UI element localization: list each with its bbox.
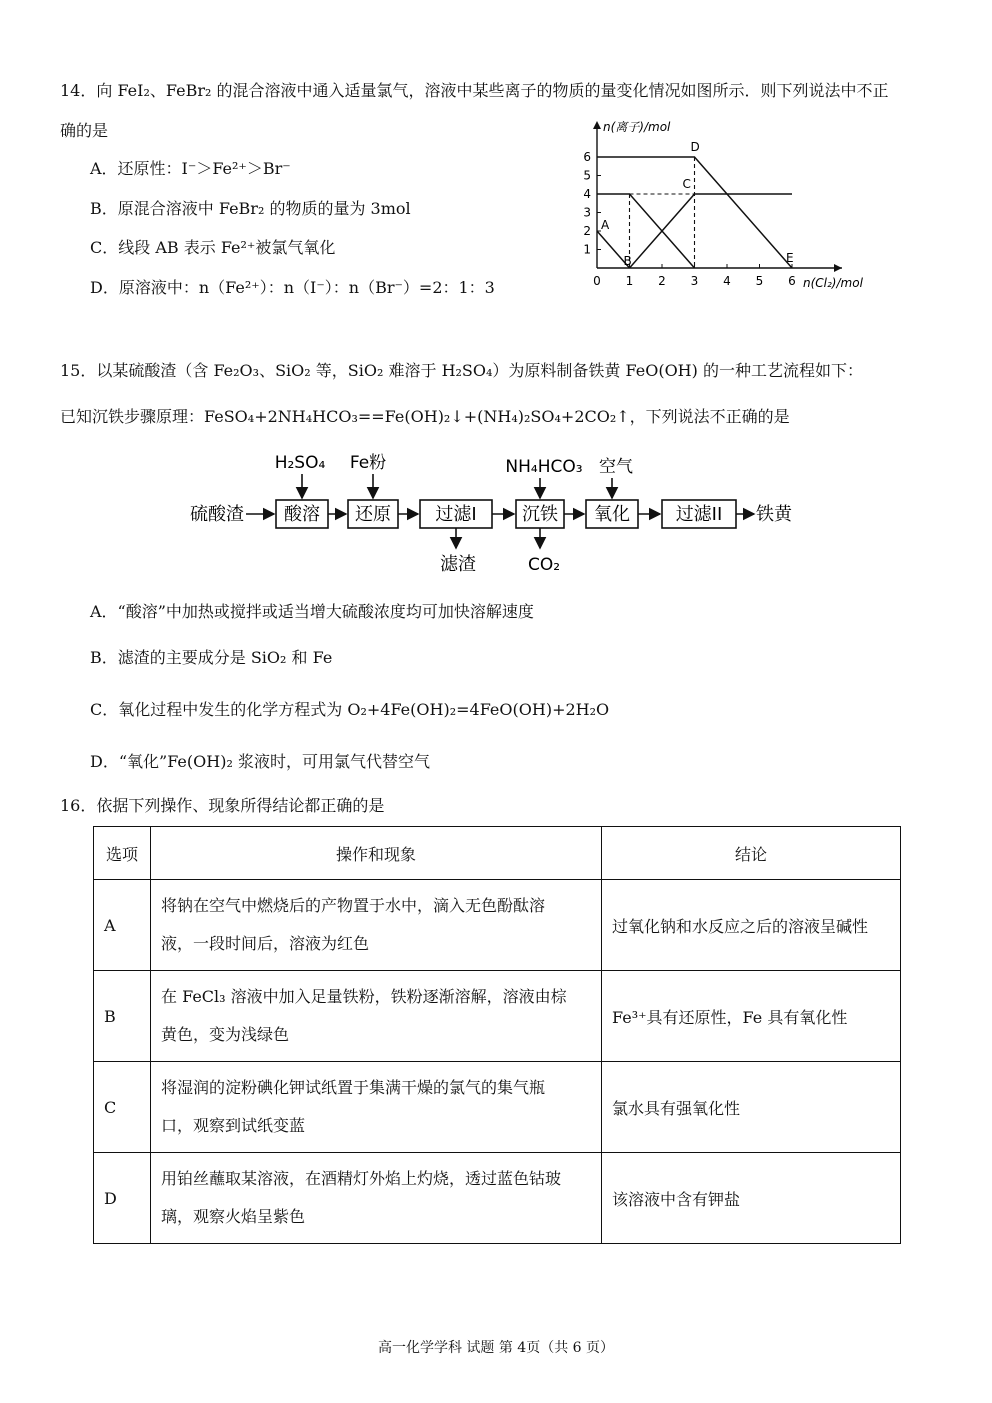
- q14-option-d: D．原溶液中：n（Fe²⁺）：n（I⁻）：n（Br⁻）=2：1：3: [90, 278, 495, 297]
- header-option: 选项: [94, 827, 151, 880]
- y-tick-label: 1: [583, 242, 591, 257]
- row-conclusion: 过氧化钠和水反应之后的溶液呈碱性: [602, 880, 901, 971]
- flow-end: 铁黄: [756, 504, 792, 525]
- flow-start: 硫酸渣: [190, 504, 244, 525]
- chart-xlabel: n(Cl₂)/mol: [803, 276, 863, 290]
- table-row: [94, 971, 901, 1062]
- flow-input-air: 空气: [599, 457, 633, 477]
- point-label: D: [690, 140, 700, 154]
- row-option: B: [94, 971, 151, 1062]
- row-conclusion: Fe³⁺具有还原性，Fe 具有氧化性: [602, 971, 901, 1062]
- q16-table: [93, 826, 901, 1244]
- flow-step-4-label: 沉铁: [522, 504, 558, 525]
- flow-input-nh4hco3: NH₄HCO₃: [505, 457, 583, 477]
- ion-amount-chart: [575, 115, 875, 300]
- row-option: D: [94, 1153, 151, 1244]
- x-tick-label: 1: [625, 274, 634, 288]
- q15-option-c: C．氧化过程中发生的化学方程式为 O₂+4Fe(OH)₂=4FeO(OH)+2H₂O: [90, 700, 610, 719]
- q15-stem-line2: 已知沉铁步骤原理：FeSO₄+2NH₄HCO₃==Fe(OH)₂↓+(NH₄)₂SO₄+2CO₂↑，下列说法不正确的是: [60, 407, 790, 426]
- row-operation: 将钠在空气中燃烧后的产物置于水中，滴入无色酚酞溶 液，一段时间后，溶液为红色: [151, 880, 602, 971]
- flow-step-5-label: 氧化: [594, 504, 630, 525]
- flow-input-h2so4: H₂SO₄: [274, 453, 326, 473]
- point-label: A: [601, 218, 610, 232]
- flow-input-fe-powder: Fe粉: [349, 453, 387, 473]
- q15-option-a: A．“酸溶”中加热或搅拌或适当增大硫酸浓度均可加快溶解速度: [90, 602, 534, 621]
- chart-guides: [630, 157, 695, 268]
- process-flow-diagram: [180, 448, 820, 583]
- q14-stem-line1: 14．向 FeI₂、FeBr₂ 的混合溶液中通入适量氯气，溶液中某些离子的物质的量变化情况如图所示．则下列说法中不正: [60, 81, 889, 100]
- q15-option-d: D．“氧化”Fe(OH)₂ 浆液时，可用氯气代替空气: [90, 752, 430, 771]
- x-axis-arrow: [834, 264, 842, 272]
- row-conclusion: 该溶液中含有钾盐: [602, 1153, 901, 1244]
- q15-option-b: B．滤渣的主要成分是 SiO₂ 和 Fe: [90, 648, 333, 667]
- y-tick-label: 3: [583, 205, 591, 220]
- x-tick-label: 0: [593, 274, 601, 288]
- y-tick-label: 5: [583, 168, 591, 183]
- y-tick-label: 6: [583, 150, 591, 164]
- table-row: [94, 1062, 901, 1153]
- row-option: C: [94, 1062, 151, 1153]
- row-operation: 在 FeCl₃ 溶液中加入足量铁粉，铁粉逐渐溶解，溶液由棕 黄色，变为浅绿色: [151, 971, 602, 1062]
- table-header-row: [94, 827, 901, 880]
- x-tick-label: 5: [755, 274, 764, 288]
- flow-step-6-label: 过滤II: [675, 504, 723, 525]
- row-operation: 用铂丝蘸取某溶液，在酒精灯外焰上灼烧，透过蓝色钴玻 璃，观察火焰呈紫色: [151, 1153, 602, 1244]
- y-axis-arrow: [593, 121, 601, 129]
- x-tick-label: 4: [723, 274, 731, 288]
- row-conclusion: 氯水具有强氧化性: [602, 1062, 901, 1153]
- page-footer: 高一化学学科 试题 第 4页（共 6 页）: [377, 1340, 615, 1356]
- flow-output-co2: CO₂: [527, 555, 561, 575]
- flow-step-3-label: 过滤I: [435, 504, 477, 525]
- row-operation: 将湿润的淀粉碘化钾试纸置于集满干燥的氯气的集气瓶 口，观察到试纸变蓝: [151, 1062, 602, 1153]
- chart-ticks: [583, 150, 795, 288]
- table-row: [94, 880, 901, 971]
- series-line: [597, 194, 695, 268]
- x-tick-label: 3: [690, 274, 699, 288]
- q14-option-a: A．还原性：I⁻＞Fe²⁺＞Br⁻: [90, 159, 291, 178]
- point-label: E: [786, 251, 794, 265]
- flow-step-1-label: 酸溶: [284, 504, 320, 525]
- y-tick-label: 2: [583, 224, 591, 238]
- row-option: A: [94, 880, 151, 971]
- y-tick-label: 4: [583, 187, 591, 201]
- q16-stem: 16．依据下列操作、现象所得结论都正确的是: [60, 796, 385, 815]
- x-tick-label: 2: [658, 274, 666, 288]
- flow-step-2-label: 还原: [355, 504, 391, 525]
- series-line: [630, 194, 793, 268]
- chart-axes: [593, 121, 842, 272]
- point-label: C: [682, 177, 691, 191]
- header-operation: 操作和现象: [151, 827, 602, 880]
- q14-option-c: C．线段 AB 表示 Fe²⁺被氯气氧化: [90, 238, 336, 257]
- point-label: B: [623, 254, 632, 268]
- q15-stem-line1: 15．以某硫酸渣（含 Fe₂O₃、SiO₂ 等，SiO₂ 难溶于 H₂SO₄）为原料制备铁黄 FeO(OH) 的一种工艺流程如下：: [60, 361, 863, 380]
- x-tick-label: 6: [788, 274, 796, 288]
- chart-ylabel: n(离子)/mol: [603, 120, 671, 134]
- flow-output-residue: 滤渣: [440, 554, 476, 575]
- header-conclusion: 结论: [602, 827, 901, 880]
- table-row: [94, 1153, 901, 1244]
- q14-option-b: B．原混合溶液中 FeBr₂ 的物质的量为 3mol: [90, 199, 411, 218]
- q14-stem-line2: 确的是: [60, 121, 109, 140]
